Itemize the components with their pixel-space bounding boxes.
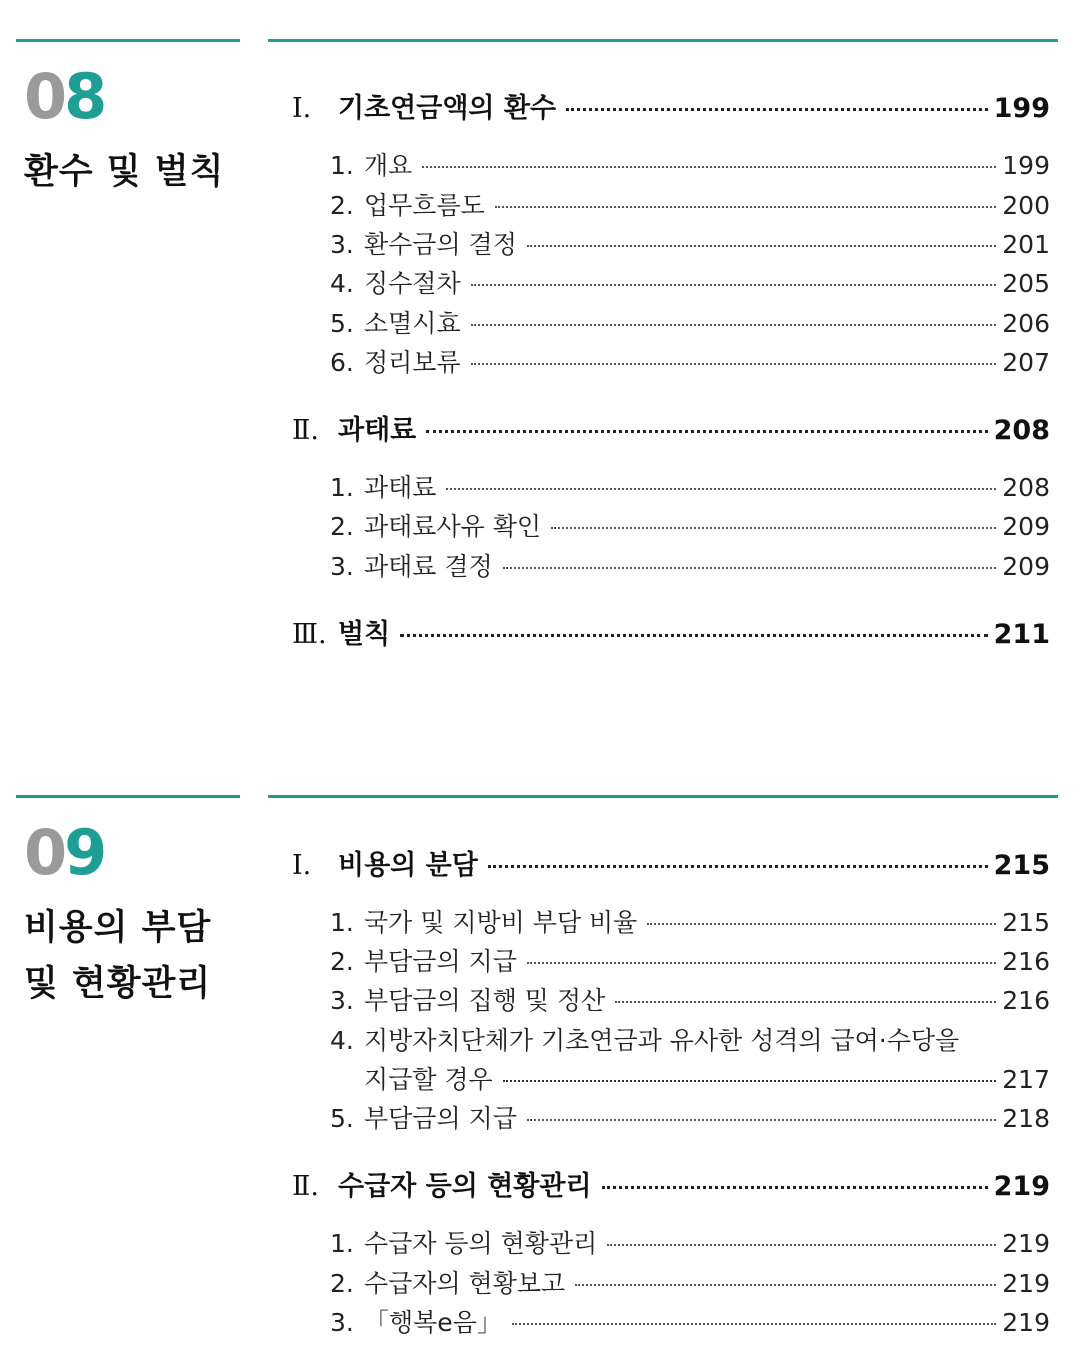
dot-leader — [575, 1284, 996, 1286]
page-number: 209 — [1002, 512, 1050, 541]
page-number: 200 — [1002, 191, 1050, 220]
page-number: 211 — [993, 619, 1050, 650]
dot-leader — [495, 206, 997, 208]
dot-leader — [471, 363, 997, 365]
dot-leader — [602, 1186, 988, 1189]
dot-leader — [503, 567, 997, 569]
page-number: 205 — [1002, 269, 1050, 298]
dot-leader — [512, 1323, 996, 1325]
chapter-number: 09 — [24, 816, 105, 889]
toc-item[interactable]: 3. 환수금의 결정 201 — [330, 230, 1050, 259]
page-number: 218 — [1002, 1104, 1050, 1133]
chapter-number: 08 — [24, 60, 105, 133]
toc-item[interactable]: 4. 지방자치단체가 기초연금과 유사한 성격의 급여·수당을 — [330, 1026, 960, 1055]
toc-item[interactable]: 1. 개요 199 — [330, 151, 1050, 180]
toc-section[interactable]: Ⅰ. 비용의 분담 215 — [292, 850, 1050, 881]
page-number: 207 — [1002, 348, 1050, 377]
dot-leader — [400, 634, 987, 637]
toc-item[interactable]: 3. 과태료 결정 209 — [330, 552, 1050, 581]
dot-leader — [422, 166, 996, 168]
toc-item[interactable]: 2. 수급자의 현황보고 219 — [330, 1269, 1050, 1298]
toc-item[interactable]: 2. 업무흐름도 200 — [330, 191, 1050, 220]
page-number: 208 — [1002, 473, 1050, 502]
toc-item[interactable]: 6. 정리보류 207 — [330, 348, 1050, 377]
toc-item[interactable]: 3. 부담금의 집행 및 정산 216 — [330, 986, 1050, 1015]
toc-section[interactable]: Ⅱ. 과태료 208 — [292, 415, 1050, 446]
dot-leader — [426, 430, 987, 433]
page-number: 199 — [1002, 151, 1050, 180]
toc-section[interactable]: Ⅱ. 수급자 등의 현황관리 219 — [292, 1171, 1050, 1202]
toc-item-continuation[interactable]: 지급할 경우 217 — [364, 1065, 1050, 1094]
dot-leader — [615, 1001, 996, 1003]
dot-leader — [503, 1080, 997, 1082]
page-number: 208 — [993, 415, 1050, 446]
toc-item[interactable]: 1. 수급자 등의 현황관리 219 — [330, 1229, 1050, 1258]
dot-leader — [527, 962, 996, 964]
toc-item[interactable]: 1. 국가 및 지방비 부담 비율 215 — [330, 908, 1050, 937]
dot-leader — [566, 108, 988, 111]
page-number: 219 — [993, 1171, 1050, 1202]
dot-leader — [471, 284, 997, 286]
dot-leader — [527, 1119, 996, 1121]
chapter-rule-right — [268, 39, 1058, 42]
toc-item[interactable]: 5. 소멸시효 206 — [330, 309, 1050, 338]
page-number: 201 — [1002, 230, 1050, 259]
chapter-rule-left — [16, 39, 240, 42]
toc-section[interactable]: Ⅰ. 기초연금액의 환수 199 — [292, 93, 1050, 124]
dot-leader — [647, 923, 996, 925]
dot-leader — [607, 1244, 996, 1246]
page-number: 219 — [1002, 1229, 1050, 1258]
chapter-rule-right — [268, 795, 1058, 798]
chapter-rule-left — [16, 795, 240, 798]
toc-item[interactable]: 2. 부담금의 지급 216 — [330, 947, 1050, 976]
toc-item[interactable]: 2. 과태료사유 확인 209 — [330, 512, 1050, 541]
toc-item[interactable]: 5. 부담금의 지급 218 — [330, 1104, 1050, 1133]
page-number: 215 — [993, 850, 1050, 881]
page-number: 217 — [1002, 1065, 1050, 1094]
dot-leader — [527, 245, 996, 247]
toc-section[interactable]: Ⅲ. 벌칙 211 — [292, 619, 1050, 650]
page-number: 216 — [1002, 947, 1050, 976]
dot-leader — [488, 865, 988, 868]
page-number: 216 — [1002, 986, 1050, 1015]
page-number: 219 — [1002, 1269, 1050, 1298]
dot-leader — [446, 488, 996, 490]
page-number: 215 — [1002, 908, 1050, 937]
page-number: 199 — [993, 93, 1050, 124]
page-number: 219 — [1002, 1308, 1050, 1337]
chapter-title: 환수 및 벌칙 — [24, 152, 225, 192]
dot-leader — [471, 324, 997, 326]
page-number: 209 — [1002, 552, 1050, 581]
toc-item[interactable]: 4. 징수절차 205 — [330, 269, 1050, 298]
chapter-title: 비용의 부담 및 현황관리 — [24, 908, 212, 1004]
toc-item[interactable]: 1. 과태료 208 — [330, 473, 1050, 502]
toc-item[interactable]: 3. 「행복e음」 219 — [330, 1308, 1050, 1337]
page-number: 206 — [1002, 309, 1050, 338]
dot-leader — [551, 527, 996, 529]
